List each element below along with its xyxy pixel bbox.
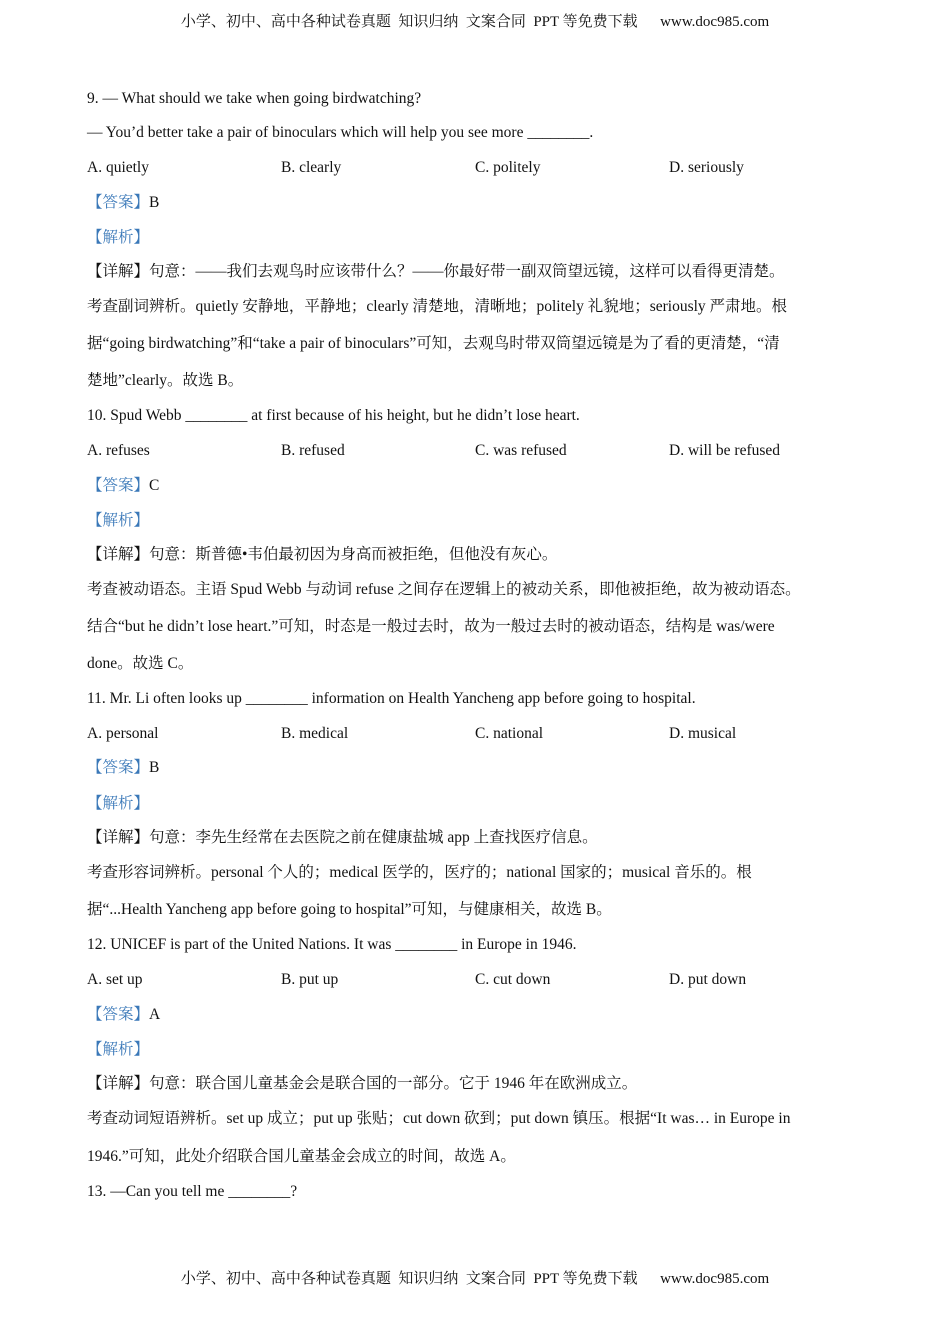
detail-line: 考查被动语态。主语 Spud Webb 与动词 refuse 之间存在逻辑上的被动关系，即他被拒绝，故为被动语态。	[87, 581, 801, 598]
detail-line: 1946.”可知，此处介绍联合国儿童基金会成立的时间，故选 A。	[87, 1148, 516, 1165]
analysis-label: 【解析】	[87, 795, 150, 812]
detail-line: 结合“but he didn’t lose heart.”可知，时态是一般过去时，故为一般过去时的被动语态，结构是 was/were	[87, 618, 775, 635]
answer-value: B	[149, 194, 160, 211]
option-d: D. seriously	[669, 159, 744, 176]
detail-line: 【详解】句意：斯普德•韦伯最初因为身高而被拒绝，但他没有灰心。	[87, 546, 558, 563]
option-b: B. put up	[281, 971, 339, 988]
answer-line	[87, 758, 159, 778]
question-stem: — You’d better take a pair of binoculars which will help you see more ________.	[87, 124, 594, 141]
question-stem: 11. Mr. Li often looks up ________ information on Health Yancheng app before going to hospital.	[87, 690, 696, 707]
option-a: A. personal	[87, 725, 159, 742]
option-b: B. refused	[281, 442, 345, 459]
detail-line: 据“...Health Yancheng app before going to hospital”可知，与健康相关，故选 B。	[87, 901, 612, 918]
answer-label: 【答案】	[87, 194, 150, 211]
detail-line: 据“going birdwatching”和“take a pair of binoculars”可知，去观鸟时带双筒望远镜是为了看的更清楚，“清	[87, 335, 780, 352]
option-c: C. politely	[475, 159, 541, 176]
option-a: A. refuses	[87, 442, 150, 459]
page-footer: 小学、初中、高中各种试卷真题 知识归纳 文案合同 PPT 等免费下载 www.doc985.com	[180, 1271, 770, 1287]
answer-line	[87, 193, 159, 213]
question-stem: 13. —Can you tell me ________?	[87, 1183, 298, 1200]
detail-line: 考查副词辨析。quietly 安静地，平静地；clearly 清楚地，清晰地；politely 礼貌地；seriously 严肃地。根	[87, 298, 788, 315]
option-b: B. clearly	[281, 159, 342, 176]
option-d: D. will be refused	[669, 442, 781, 459]
option-b: B. medical	[281, 725, 349, 742]
option-c: C. cut down	[475, 971, 551, 988]
detail-line: 【详解】句意：李先生经常在去医院之前在健康盐城 app 上查找医疗信息。	[87, 829, 598, 846]
option-c: C. was refused	[475, 442, 567, 459]
answer-label: 【答案】	[87, 759, 150, 776]
option-d: D. put down	[669, 971, 747, 988]
page-header: 小学、初中、高中各种试卷真题 知识归纳 文案合同 PPT 等免费下载 www.doc985.com	[180, 14, 770, 30]
detail-line: 【详解】句意：——我们去观鸟时应该带什么？——你最好带一副双筒望远镜，这样可以看得更清楚。	[87, 263, 785, 280]
answer-label: 【答案】	[87, 477, 150, 494]
answer-line	[87, 476, 159, 496]
option-c: C. national	[475, 725, 544, 742]
detail-line: 【详解】句意：联合国儿童基金会是联合国的一部分。它于 1946 年在欧洲成立。	[87, 1075, 638, 1092]
detail-line: 考查动词短语辨析。set up 成立；put up 张贴；cut down 砍到；put down 镇压。根据“It was… in Europe in	[87, 1110, 791, 1127]
answer-value: A	[149, 1006, 161, 1023]
analysis-label: 【解析】	[87, 229, 150, 246]
analysis-label: 【解析】	[87, 512, 150, 529]
question-stem: 12. UNICEF is part of the United Nations. It was ________ in Europe in 1946.	[87, 936, 577, 953]
option-a: A. set up	[87, 971, 143, 988]
detail-line: 考查形容词辨析。personal 个人的；medical 医学的，医疗的；national 国家的；musical 音乐的。根	[87, 864, 752, 881]
question-stem: 9. — What should we take when going birdwatching?	[87, 90, 422, 107]
answer-label: 【答案】	[87, 1006, 150, 1023]
answer-line	[87, 1005, 160, 1025]
option-a: A. quietly	[87, 159, 149, 176]
detail-line: 楚地”clearly。故选 B。	[87, 372, 244, 389]
option-d: D. musical	[669, 725, 737, 742]
detail-line: done。故选 C。	[87, 655, 194, 672]
answer-value: B	[149, 759, 160, 776]
answer-value: C	[149, 477, 160, 494]
question-stem: 10. Spud Webb ________ at first because of his height, but he didn’t lose heart.	[87, 407, 580, 424]
analysis-label: 【解析】	[87, 1041, 150, 1058]
